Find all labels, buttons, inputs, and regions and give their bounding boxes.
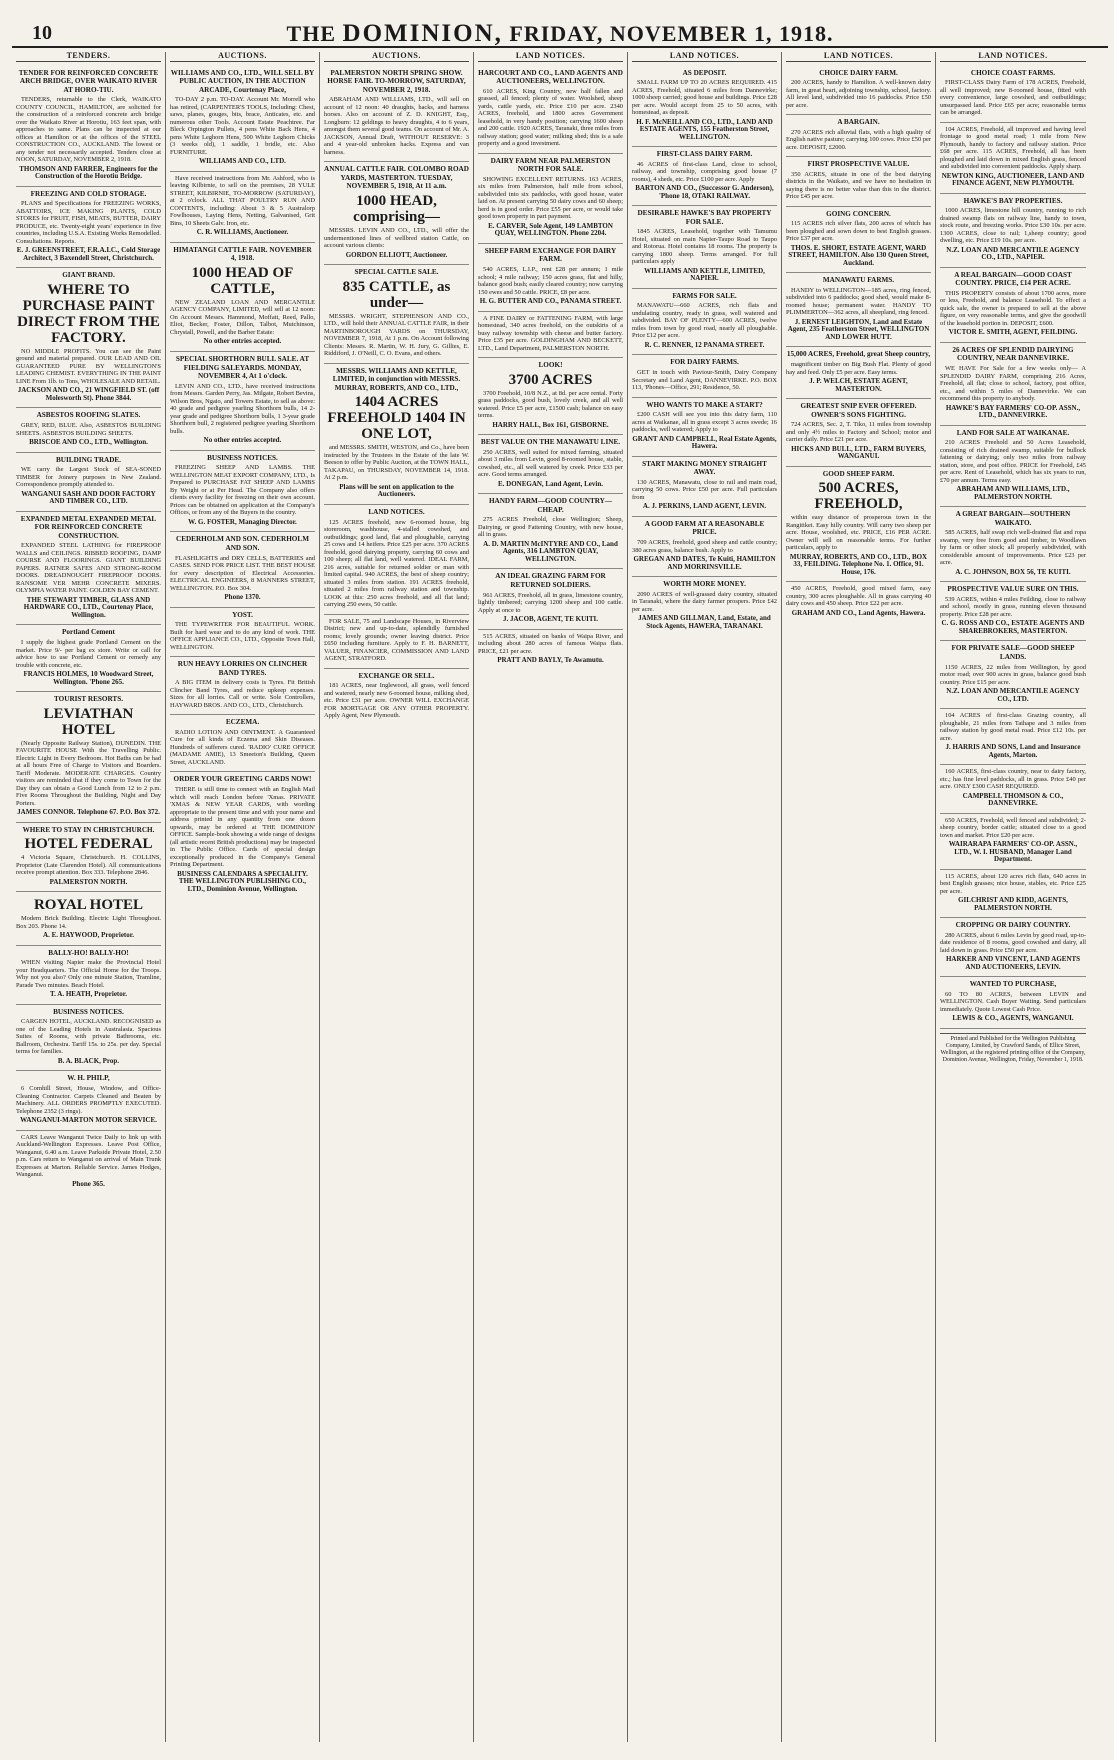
advertisement [632,289,777,356]
page-number-left: 10 [32,22,52,44]
ad-heading: HAWKE'S BAY PROPERTIES. [963,196,1063,205]
ad-body: 104 ACRES of first-class Grazing country, all ploughable, 21 miles from Taihape and 3 miles from railway station by good metal road. Price £12 10s. per acre. [940,712,1086,742]
ad-heading: A GOOD FARM AT A REASONABLE PRICE. [644,519,765,537]
ad-body: MESSRS. WRIGHT, STEPHENSON AND CO., LTD., will hold their ANNUAL CATTLE FAIR, in their MARTINBOROUGH YARDS on THURSDAY, NOVEMBER 7, 1918, At 1 p.m. On Account following Clients: Messrs. R. Martin, W. H. Jury, G. Gillies, E. Riddiford, J. O'Neill, C. O. Evans, and others. [324,312,469,358]
ad-signature: JAMES CONNOR. Telephone 67. P.O. Box 372. [17,808,160,817]
advertisement [16,1005,161,1072]
ad-heading: RUN HEAVY LORRIES ON CLINCHER BAND TYRES. [177,660,308,677]
ad-body: 539 ACRES, within 4 miles Feilding, close to railway and school, mostly in grass, running eleven thousand property. Price £28 per acre. [940,595,1086,618]
ad-heading: BALLY-HO! BALLY-HO! [48,948,129,957]
ad-signature: N.Z. LOAN AND MERCANTILE AGENCY CO., LTD., NAPIER. [946,245,1080,262]
ad-body: EXPANDED STEEL LATHING for FIREPROOF WALLS and CEILINGS. RIBBED ROOFING, DAMP COURSE AND FLOORINGS. GIANT BUILDING PAPERS. RATNER SAFES AND STRONG-ROOM DOORS. DREADNOUGHT FIREPROOF DOORS. RANSOME VER MEHR CONCRETE MIXERS. OLYMPIA WATER PAINT. GOLDEN BAY CEMENT. [16,542,161,595]
ad-body: 280 ACRES, about 6 miles Levin by good road, up-to-date residence of 8 rooms, good cowshed and dairy, all laid down in grass. Price £50 per acre. [940,931,1086,954]
ad-heading: PROSPECTIVE VALUE SURE ON THIS. [947,585,1079,594]
ad-signature: H. G. BUTTER AND CO., PANAMA STREET. [479,297,622,306]
ad-body: 104 ACRES, Freehold, all improved and having level frontage to good metal road; 1 mile from New Plymouth, handy to factory and railway station. Price £68 per acre. 115 ACRES, Freehold, all has been ploughed and laid down in mixed English grass, fenced and subdivided into convenient paddocks. Apply sharp. [940,125,1086,171]
advertisement [478,569,623,629]
ad-body: 3700 Freehold, 10/8 N.Z., at 8d. per acre rental. Forty grass paddocks, good bush, lovely creek, and all well watered. Price £5 per acre, £1500 cash; balance on easy terms. [478,389,623,420]
ad-heading: W. H. PHILP, [67,1074,110,1083]
ad-body: 181 ACRES, near Inglewood, all grass, well fenced and watered, nearly new 6-roomed house, milking shed, etc. Price £31 per acre. OWNER WILL EXCHANGE FOR MORTGAGE OR ANY OTHER PROPERTY. Apply Agent, New Plymouth. [324,682,469,720]
advertisement [940,814,1086,870]
advertisement [786,115,931,157]
ad-signature: N.Z. LOAN AND MERCANTILE AGENCY CO., LTD. [946,687,1080,703]
ad-signature: J. P. WELCH, ESTATE AGENT, MASTERTON. [809,377,908,393]
ad-heading: ORDER YOUR GREETING CARDS NOW! [173,775,312,784]
ad-signature: C. R. WILLIAMS, Auctioneer. [196,228,289,237]
advertisement [632,66,777,148]
ad-body: FREEZING SHEEP AND LAMBS. THE WELLINGTON MEAT EXPORT COMPANY, LTD., Is Prepared to PURCHASE FAT SHEEP AND LAMBS By Weight or at Per Head. The Company also offers clients every facility for freezing on their own account. Prices can be obtained on application at the Company's Offices, or from any of the Buyers in the country. [170,464,315,517]
advertisement [632,577,777,635]
ad-heading: GOOD SHEEP FARM. [822,469,895,478]
ad-body: 610 ACRES, King Country, new half fallen and grassed, all fenced; plenty of water. Woolshed, sheep yards, cattle yards, etc. Price £10 per acre. 2340 ACRES, freehold, and 1800 acres Government leasehold, in very handy position; carrying 1600 sheep and 200 cattle. 1920 ACRES, Taranaki, three miles from railway station; good water; milking shed; this is a safe property and a good investment. [478,87,623,148]
masthead [12,20,1108,48]
ad-signature: J. HARRIS AND SONS, Land and Insurance Agents, Marton. [945,743,1081,759]
ad-signature: A. J. PERKINS, LAND AGENT, LEVIN. [642,502,767,511]
ad-signature: HARRY HALL, Box 161, GISBORNE. [492,420,609,429]
ad-heading: TOURIST RESORTS. [54,695,123,704]
advertisement [786,207,931,274]
advertisement [16,892,161,946]
ad-signature: BRISCOE AND CO., LTD., Wellington. [29,438,148,447]
ad-body: PLANS and Specifications for FREEZING WORKS, ABATTOIRS, ICE MAKING PLANTS, COLD STORES for FRUIT, FISH, MEATS, BUTTER, DAIRY PRODUCE, etc. Twenty-eight years' experience in five countries, including U.S.A. Existing Works Remodelled. Consultations. Reports. [16,200,161,245]
ad-signature: E. DONEGAN, Land Agent, Levin. [497,479,604,488]
ad-heading: FARMS FOR SALE. [672,291,737,300]
column-tenders [12,52,166,1742]
columns [12,52,1108,1742]
ad-heading: GREATEST SNIP EVER OFFERED. OWNER'S SONS FIGHTING. [800,402,917,419]
ad-display-line: LEVIATHAN HOTEL [43,705,134,738]
advertisement [324,364,469,505]
ad-signature: CAMPBELL THOMSON & CO., DANNEVIRKE. [962,791,1064,808]
ad-signature: No other entries accepted. [203,436,282,445]
ad-heading: FREEZING AND COLD STORAGE. [30,189,147,198]
ad-body: 709 ACRES, freehold, good sheep and cattle country; 380 acres grass, balance bush. Apply to [632,539,777,554]
ad-signature: W. G. FOSTER, Managing Director. [188,517,297,526]
advertisement [632,147,777,206]
column-header: AUCTIONS. [170,52,315,62]
ad-body: 210 ACRES Freehold and 50 Acres Leasehold, consisting of rich drained swamp, suitable for bullock fattening or dairying; only two miles from railway station, store, and post office. PRICE for Freehold, £45 per acre. Rent of Leasehold, which has six years to run, £70 per annum. Terms easy. [940,439,1086,484]
ad-signature: GREGAN AND DATES, Te Kuiti, HAMILTON AND MORRINSVILLE. [633,555,776,571]
ad-signature: R. C. RENNER, 12 PANAMA STREET. [644,340,765,349]
ad-signature: E. CARVER, Sole Agent, 149 LAMBTON QUAY, WELLINGTON. Phone 2204. [488,221,613,238]
advertisement [478,154,623,244]
ad-heading: FIRST-CLASS DAIRY FARM. [656,150,753,159]
ad-body: Have received instructions from Mr. Ashford, who is leaving Kilbirnie, to sell on the premises, 28 YULE STREET, KILBIRNIE, TO-MORROW (SATURDAY), at 2 o'clock. ALL THAT POULTRY RUN AND CONTENTS, including: About 3 & 5 Australorp Fowlhouses, Laying Hens, Netting, Galvanised, Grit Bins, 10 Sheets Galv. Iron, etc. [170,174,315,227]
advertisement [940,641,1086,709]
ad-body: 160 ACRES, first-class country, near to dairy factory, etc.; has fine level paddocks, all in grass. Price £40 per acre. ONLY £300 CASH REQUIRED. [940,768,1086,791]
ad-heading: YOST. [232,610,253,619]
advertisement [170,657,315,715]
advertisement [170,451,315,533]
ad-display-line: 500 ACRES, FREEHOLD, [814,480,903,513]
column-header: LAND NOTICES. [786,52,931,62]
ad-heading: BUSINESS NOTICES. [207,453,278,462]
column-header: LAND NOTICES. [632,52,777,62]
ad-signature: PALMERSTON NORTH. [49,877,128,886]
ad-heading: BEST VALUE ON THE MANAWATU LINE. [480,438,621,447]
ad-body: THERE is still time to connect with an English Mail which will reach London before 'Xmas. PRIVATE 'XMAS & NEW YEAR CARDS, with wording appropriate to the present time and with your name and address printed in any quantity from one dozen upwards, may be ordered at 'THE DOMINION' OFFICE. Sample-book showing a wide range of designs (all artistic recent British productions) may be inspected in The Public Office. Cards of special design exceptionally produced in the Company's General Printing Department. [170,786,315,868]
column-land-notices-2 [628,52,782,1742]
column-auctions-1 [166,52,320,1742]
ad-heading: WHERE TO STAY IN CHRISTCHURCH. [22,825,155,834]
advertisement [16,512,161,626]
ad-heading: TENDER FOR REINFORCED CONCRETE ARCH BRIDGE, OVER WAIKATO RIVER AT HORO-TIU. [18,68,159,94]
advertisement [632,517,777,577]
ad-signature: JACKSON AND CO., 21 WINGFIELD ST. (off Molesworth St). Phone 3844. [17,386,160,402]
advertisement [16,268,161,408]
advertisement [786,347,931,399]
ad-display-line: 1404 ACRES FREEHOLD 1404 IN ONE LOT, [327,394,466,443]
ad-body: 125 ACRES freehold, new 6-roomed house, big storeroom, washhouse, 4-stalled cowshed, and outbuildings; good land, flat and ploughable, carrying 25 cows and 14 heifers. Price £25 per acre. 370 ACRES freehold, good dairying property, carrying 60 cows and 100 sheep; all flat land, well watered. IDEAL FARM, 216 acres, suitable for returned soldier or man with limited capital. 940 ACRES, the best of sheep country; situated 3 miles from station. 191 ACRES freehold, situated 2 miles from railway station and township. LOOK at this: 250 acres freehold, and all flat land; carrying 250 ewes, 50 cattle. [324,518,469,609]
advertisement [16,408,161,452]
advertisement [16,625,161,692]
advertisement [170,66,315,172]
ad-signature: HARKER AND VINCENT, LAND AGENTS AND AUCTIONEERS, LEVIN. [945,955,1081,971]
advertisement [170,772,315,898]
ad-signature: JAMES AND GILLMAN, Land, Estate, and Stock Agents, HAWERA, TARANAKI. [638,614,771,630]
ad-body: MANAWATU—660 ACRES, rich flats and undulating country, ready in grass, well watered and subdivided. BAY OF PLENTY—600 ACRES, twelve miles from town by good road, nearly all ploughable. Price £12 per acre. [632,302,777,340]
advertisement [940,870,1086,919]
advertisement [632,457,777,517]
ad-signature: A. E. HAYWOOD, Proprietor. [43,931,134,940]
paper-name: DOMINION, [342,20,503,47]
advertisement [478,358,623,435]
ad-heading: CHOICE DAIRY FARM. [819,68,898,77]
ad-heading: A BARGAIN. [837,118,880,127]
advertisement [940,918,1086,977]
ad-signature: THOMSON AND FARRER, Engineers for the Construction of the Horotiu Bridge. [19,164,158,181]
ad-body: NO MIDDLE PROFITS. You can see the Paint ground and material prepared. OUR LEAD AND OIL GUARANTEED PURE BY WELLINGTON'S LEADING CHEMIST. EVERYTHING IN THE PAINT LINE From 1lb. to Tons, WHOLESALE AND RETAIL. [16,347,161,385]
ad-signature: Phone 365. [72,1179,105,1188]
ad-body: 961 ACRES, Freehold, all in grass, limestone country, lightly timbered; carrying 1200 sheep and 100 cattle. Apply at once to [478,591,623,614]
ad-heading: EXCHANGE OR SELL. [358,671,435,680]
column-header: AUCTIONS. [324,52,469,62]
advertisement [478,66,623,154]
ad-body: A BIG ITEM in delivery costs is Tyres. Fit British Clincher Band Tyres, and reduce upkeep expenses. Sizes for all lorries. Call or write. Sole Controllers, HAYWARD BROS. AND CO., LTD., Christchurch. [170,679,315,709]
ad-heading: A REAL BARGAIN—GOOD COAST COUNTRY. PRICE, £14 PER ACRE. [954,270,1072,288]
advertisement [324,265,469,364]
advertisement [940,709,1086,765]
ad-signature: J. ERNEST LEIGHTON, Land and Estate Agent, 235 Featherston Street, WELLINGTON AND LOWER HUTT. [787,317,930,341]
ad-signature: A. C. JOHNSON, BOX 56, TE KUITI. [955,567,1071,576]
ad-heading: 15,000 ACRES, Freehold, great Sheep country, [786,350,931,359]
ad-body: 6 Cornhill Street, House, Window, and Office-Cleaning Contractor. Carpets Cleaned and Beaten by Machinery. ALL ORDERS PROMPTLY EXECUTED. Telephone 2352 (3 rings). [16,1085,161,1115]
ad-heading: FIRST PROSPECTIVE VALUE. [807,160,910,169]
ad-heading: HANDY FARM—GOOD COUNTRY—CHEAP. [488,497,613,514]
advertisement [324,162,469,265]
ad-heading: LAND FOR SALE AT WAIKANAE. [956,428,1070,437]
ad-heading: SPECIAL CATTLE SALE. [354,268,439,277]
ad-body: 115 ACRES rich silver flats, 200 acres of which has been ploughed and sown down to best English grasses. Price £37 per acre. [786,220,931,243]
column-land-notices-3 [782,52,936,1742]
title-pre: THE [286,21,337,46]
ad-body: NEW ZEALAND LOAN AND MERCANTILE AGENCY COMPANY, LIMITED, will sell at 12 noon: On Account Messrs. Hammond, Moffatt, Reed, Pallo, Eliot, Becker, Foster, Dillon, Talbot, Mutchinson, Chrystall, Powell, and the Barber Estate: [170,298,315,336]
advertisement [16,187,161,269]
advertisement [786,66,931,116]
ad-signature: No other entries accepted. [203,337,282,346]
ad-signature: WANGANUI SASH AND DOOR FACTORY AND TIMBER CO., LTD. [21,489,156,506]
ad-body: 4 Victoria Square, Christchurch. H. COLLINS, Proprietor (Late Clarendon Hotel). All communications receive prompt attention. Box 333. Telephone 2846. [16,854,161,877]
advertisement [940,123,1086,194]
ad-body: within easy distance of prosperous town in the Rangitikei. Easy hilly country. Will carry two sheep per acre. House, woolshed, etc. PRICE, £16 PER ACRE. Owner will sell on reasonable terms. For further particulars, apply to [786,514,931,552]
advertisement [16,66,161,187]
advertisement [786,399,931,467]
ad-body: TENDERS, returnable to the Clerk, WAIKATO COUNTY COUNCIL, HAMILTON, are solicited for the construction of a reinforced concrete arch bridge over the Waikato River at Horotiu, 163 feet span, with approaches to same. Plans can be inspected at our offices at Hamilton or at the offices of the STEEL CONSTRUCTION CO., AUCKLAND. The lowest or any tender not necessarily accepted. Tenders close at NOON, SATURDAY, NOVEMBER 2, 1918. [16,96,161,164]
ad-body: 2090 ACRES of well-grassed dairy country, situated in Taranaki, where the dairy farmer prospers. Price £42 per acre. [632,590,777,613]
ad-signature: C. G. ROSS AND CO., ESTATE AGENTS AND SHAREBROKERS, MASTERTON. [941,619,1085,635]
ad-body: THIS PROPERTY consists of about 1700 acres, more or less, Freehold, and balance Leasehold. To effect a quick sale, the owner is prepared to sell at the above figure, on very reasonable terms, and give the goodwill of the leasehold portion in. DEPOSIT, £600. [940,289,1086,327]
ad-body: £200 CASH will see you into this dairy farm, 110 acres at Waikanae, all in grass except 3 acres swede; 16 paddocks, well watered; Apply to [632,411,777,434]
advertisement [16,823,161,893]
ad-body: THE TYPEWRITER FOR BEAUTIFUL WORK. Built for hard wear and to do any kind of work. THE OFFICE APPLIANCE CO., LTD., Opposite Town Hall, WELLINGTON. [170,621,315,651]
ad-body: A FINE DAIRY or FATTENING FARM, with large homestead, 340 acres freehold, on the outskirts of a busy railway township with cheese and butter factory. Price £35 per acre. GOLDINGHAM AND BECKETT, LTD., Land Department, PALMERSTON NORTH. [478,314,623,352]
ad-heading: CEDERHOLM AND SON. CEDERHOLM AND SON. [176,535,309,552]
ad-signature: GRANT AND CAMPBELL, Real Estate Agents, Hawera. [632,434,777,451]
ad-signature: VICTOR E. SMITH, AGENT, FEILDING. [948,328,1078,337]
column-header: TENDERS. [16,52,161,62]
advertisement [16,692,161,823]
ad-signature: LEWIS & CO., AGENTS, WANGANUI. [952,1014,1074,1023]
column-header: LAND NOTICES. [478,52,623,62]
ad-body: LEVIN AND CO., LTD., have received instructions from Messrs. Garden Perry, Jas. Milgate, Robert Bevins, Wilson Bros, Ngaio, and Towers Estate, to sell as above: 40 grade and pedigree yearling Shorthorn bulls, 14 2-year grade and pedigree Shorthorn bulls, 1 3-year grade Shorthorn bull, 2 registered pedigree yearling Shorthorn bulls. [170,382,315,435]
ad-signature: WILLIAMS AND CO., LTD. [199,157,286,166]
advertisement [478,244,623,312]
advertisement [478,630,623,670]
ad-body: GET in touch with Paviour-Smith, Dairy Company Secretary and Land Agent, DANNEVIRKE. P.O. BOX 113, 'Phones—Office, 291; Residence, 50. [632,369,777,392]
advertisement [786,157,931,207]
ad-heading: ANNUAL CATTLE FAIR. COLOMBO ROAD YARDS, MASTERTON. TUESDAY, NOVEMBER 5, 1918, At 11 a.m. [324,165,469,191]
ad-body: TO-DAY 2 p.m. TO-DAY. Account Mr. Morrell who has retired, (CARPENTER'S TOOLS, Including: Chest, saws, planes, gouges, bits, brace, Anticates, etc. and numerous other Tools. Account Estate Peachtree. Far Bleck Orpington Pullets, 4 pens White Back Hens, 4 pens White Leghorn Hens, 500 White Leghorn Chicks (3 weeks old), 1 saddle, 1 bridle, etc. Also FURNITURE. [170,96,315,156]
ad-heading: START MAKING MONEY STRAIGHT AWAY. [642,459,767,477]
ad-signature: A. D. MARTIN McINTYRE AND CO., Land Agents, 316 LAMBTON QUAY, WELLINGTON. [483,539,618,563]
ad-body: (Nearly Opposite Railway Station), DUNEDIN. THE FAVOURITE HOUSE With the Travelling Public. Electric Light in Every Bedroom. Hot Baths can be had at all hours Free of Charge to Visitors and Boarders. Tariff Moderate. MODERATE CHARGES. Country visitors are reminded that if they come to Town for the Day they can obtain a Good Lunch from 12 to 2 p.m. Five Rooms Throughout the Building, Night and Day Porters. [16,739,161,807]
ad-heading: LAND NOTICES. [368,507,425,516]
ad-body: 1150 ACRES, 22 miles from Wellington, by good motor road; over 900 acres in grass, balance good bush country. Price £15 per acre. [940,663,1086,686]
publisher-imprint: Printed and Published for the Wellington Publishing Company, Limited, by Crawford Sands, of Ellice Street, Wellington, at the registered printing office of the Company, Dominion Avenue, Wellington, Friday, November 1, 1918. [940,1033,1086,1064]
ad-body: CARS Leave Wanganui Twice Daily to link up with Auckland-Wellington Expresses. Leave Post Office, Wanganui, 6.40 a.m. Leave Parkside Private Hotel, 2.50 p.m. Cars return to Wanganui on arrival of Main Trunk Expresses at Marton. Reliable Service. James Hodges, Wanganui. [16,1133,161,1178]
ad-body: SHOWING EXCELLENT RETURNS. 163 ACRES, six miles from Palmerston, half mile from school, subdivided into six paddocks, with good house, water laid on. At present carrying 50 dairy cows and 60 sheep; herd is in good order. Price £55 per acre, or would take good town property in part payment. [478,175,623,221]
ad-heading: 26 ACRES OF SPLENDID DAIRYING COUNTRY, NEAR DANNEVIRKE. [952,345,1074,363]
ad-heading: ASBESTOS ROOFING SLATES. [36,411,141,420]
advertisement [324,505,469,615]
ad-body: 350 ACRES, situate in one of the best dairying districts in the Waikato, and we have no hesitation in saying there is no better value than this in the district. Price £45 per acre. [786,170,931,201]
ad-signature: GORDON ELLIOTT, Auctioneer. [345,250,448,259]
ad-body: 115 ACRES, about 120 acres rich flats, 640 acres in best English grasses; nice house, stables, etc. Price £25 per acre. [940,872,1086,895]
ad-body: SMALL FARM UP TO 20 ACRES REQUIRED. 415 ACRES, Freehold, situated 6 miles from Dannevirke; 1000 sheep carried; good house and buildings. Price £28 per acre. Would accept from 25 to 50 acres, with homestead, as deposit. [632,79,777,117]
advertisement [16,1131,161,1194]
advertisement [632,206,777,289]
advertisement [786,273,931,347]
ad-body: 540 ACRES, L.I.P., rent £28 per annum; 1 mile school; 4 mile railway; 150 acres grass, flat and hilly, balance good bush; easily cleared country; now carrying 150 ewes and 50 cattle. PRICE, £8 per acre. [478,266,623,296]
ad-heading: HARCOURT AND CO., LAND AGENTS AND AUCTIONEERS, WELLINGTON. [478,68,623,86]
advertisement [478,435,623,494]
advertisement [940,582,1086,641]
ad-signature: Phone 1370. [224,593,261,602]
ad-signature: E. J. GREENSTREET, F.R.A.I.C., Cold Storage Architect, 3 Baxendell Street, Christchurch. [16,246,161,262]
ad-signature: PRATT AND BAYLY, Te Awamutu. [497,656,604,665]
ad-body: CARGEN HOTEL, AUCKLAND. RECOGNISED as one of the Leading Hotels in Australasia. Spacious Suites of Rooms, with private Bathrooms, etc. Ballroom, Orchestra. Tariff 15s. to 25s. per day. Special terms for families. [16,1018,161,1056]
ad-heading: EXPANDED METAL EXPANDED METAL FOR REINFORCED CONCRETE CONSTRUCTION. [20,514,157,540]
ad-body: RADIO LOTION AND OINTMENT. A Guaranteed Cure for all kinds of Eczema and Skin Diseases. Hundreds of sufferers cured. 'RADIO' CURE OFFICE (MADAME AMIE), 13 Smeeton's Building, Queen Street, AUCKLAND. [170,728,315,766]
ad-display-line: 1000 HEAD OF CATTLE, [191,264,294,297]
ad-heading: A GREAT BARGAIN—SOUTHERN WAIKATO. [955,510,1071,527]
ad-signature: THE STEWART TIMBER, GLASS AND HARDWARE CO., LTD., Courtenay Place, Wellington. [23,595,154,619]
ad-body: 1000 ACRES, limestone hill country, running to rich drained swamp flats on railway line, handy to town, stock route, and freezing works. Price £30 10s. per acre. 1300 ACRES, close to rail; 1,sheep country; good dwelling, etc. Price £19 10s. per acre. [940,207,1086,245]
ad-heading: FOR DAIRY FARMS. [670,358,739,367]
advertisement [786,582,931,622]
ad-heading: DESIRABLE HAWKE'S BAY PROPERTY FOR SALE. [637,209,772,226]
ad-heading: GIANT BRAND. [62,271,115,280]
ad-signature: HAWKE'S BAY FARMERS' CO-OP. ASSN., LTD., DANNEVIRKE. [945,403,1081,420]
ad-body: 724 ACRES, Sec. 2, T. Tiko, 11 miles from township and only 4½ miles to Factory and School; motor and carrier daily. Price £21 per acre. [786,421,931,444]
advertisement [170,532,315,607]
ad-body: 130 ACRES, Manawatu, close to rail and main road, carrying 50 cows. Price £50 per acre. Full particulars from [632,478,777,501]
ad-body: 200 ACRES, handy to Hamilton. A well-known dairy farm, in great heart, adjoining township, school, factory. All level land, subdivided into 16 paddocks. Price £50 per acre. [786,79,931,109]
ad-display-line: 1000 HEAD, comprising— [353,193,440,226]
ad-heading: AN IDEAL GRAZING FARM FOR RETURNED SOLDIERS. [495,572,606,590]
ad-body: 450 ACRES, Freehold, good mixed farm, easy country, 300 acres ploughable. All in grass carrying 40 dairy cows and 450 sheep. Price £22 per acre. [786,585,931,608]
ad-display-line: 3700 ACRES [508,371,593,388]
column-land-notices-4 [936,52,1090,1742]
ad-heading: LOOK! [538,361,563,370]
ad-body: 46 ACRES of first-class Land, close to school, railway, and township, comprising good house (7 rooms), 4 sheds, etc. Price £100 per acre. Apply [632,160,777,183]
ad-heading: CROPPING OR DAIRY COUNTRY. [955,921,1071,930]
advertisement [632,355,777,397]
ad-body: WE HAVE For Sale for a few weeks only— A SPLENDID DAIRY FARM, comprising 216 Acres, Freehold, all flat; close to school, factory, post office, etc., and within 5 miles of Dannevirke. We can recommend this property to anybody. [940,365,1086,403]
advertisement [632,398,777,457]
ad-heading: WHO WANTS TO MAKE A START? [646,400,763,409]
ad-heading: MANAWATU FARMS. [822,276,895,285]
ad-signature: T. A. HEATH, Proprietor. [50,990,127,999]
ad-body: 275 ACRES Freehold, close Wellington; Sheep, Dairying, or good Fattening Country, with new house, all in grass. [478,516,623,539]
advertisement [324,66,469,163]
ad-heading: CHOICE COAST FARMS. [970,68,1056,77]
ad-heading: BUILDING TRADE. [56,455,121,464]
ad-heading: ECZEMA. [225,718,260,727]
advertisement [940,507,1086,582]
advertisement [170,243,315,352]
ad-body: 650 ACRES, Freehold, well fenced and subdivided; 2-sheep country, border cattle; situated close to a good town and market. Price £20 per acre. [940,816,1086,839]
ad-body: FIRST-CLASS Dairy Farm of 178 ACRES, Freehold, all well improved; new 8-roomed house, fitted with every convenience, large cowshed, and outbuildings; unsurpassed land. Price £65 per acre; reasonable terms can be arranged. [940,79,1086,117]
ad-heading: FOR PRIVATE SALE—GOOD SHEEP LANDS. [951,644,1075,662]
ad-signature: GILCHRIST AND KIDD, AGENTS, PALMERSTON NORTH. [958,896,1068,912]
ad-heading: SHEEP FARM EXCHANGE FOR DAIRY FARM. [484,246,617,264]
ad-signature: B. A. BLACK, Prop. [57,1056,120,1065]
advertisement [324,669,469,725]
ad-body: MESSRS. LEVIN AND CO., LTD., will offer the undermentioned lines of wellbred station Cattle, on account various clients: [324,227,469,250]
column-header: LAND NOTICES. [940,52,1086,62]
ad-heading: SPECIAL SHORTHORN BULL SALE. AT FIELDING SALEYARDS. MONDAY, NOVEMBER 4, At 1 o'clock. [175,354,310,381]
ad-heading: WILLIAMS AND CO., LTD., WILL SELL BY PUBLIC AUCTION, IN THE AUCTION ARCADE, Courtenay Place, [170,68,315,94]
column-auctions-2 [320,52,474,1742]
ad-body: 1845 ACRES, Leasehold, together with Tamumu Hotel, situated on main Napier-Taupo Road to Taupo and Rotorua. Hotel contains 18 rooms. The property is carrying 1800 sheep. Terms arranged. For full particulars apply [632,228,777,266]
advertisement [324,615,469,669]
column-land-notices-1 [474,52,628,1742]
ad-body: magnificent timber on Big Bush Flat. Plenty of good hay and feed. Only £5 per acre. Easy terms. [786,361,931,376]
ad-heading: AS DEPOSIT. [682,68,727,77]
ad-body: 515 ACRES, situated on banks of Waipa River, and including about 280 acres of famous Waipa flats. PRICE, £21 per acre. [478,632,623,655]
ad-body: 585 ACRES, half swap rich well-drained flat and ropa swamp, very free from good and timber, in Woodlawn by farm or other stock; all properly subdivided, with considerable amount of improvements. Price £23 per acre. [940,529,1086,567]
ad-signature: GRAHAM AND CO., Land Agents, Hawera. [791,608,926,617]
ad-signature: J. JACOB, AGENT, TE KUITI. [502,615,599,624]
advertisement [170,352,315,451]
ad-signature: FRANCIS HOLMES, 10 Woodward Street, Wellington. 'Phone 265. [23,670,154,686]
ad-signature: BUSINESS CALENDARS A SPECIALITY. THE WELLINGTON PUBLISHING CO., LTD., Dominion Avenue, Wellington. [177,869,308,893]
ad-heading: Portland Cement [62,628,115,637]
ad-heading: WANTED TO PURCHASE, [969,980,1057,989]
advertisement [16,453,161,512]
ad-display-line: ROYAL HOTEL [33,897,144,914]
ad-signature: ABRAHAM AND WILLIAMS, LTD., PALMERSTON NORTH. [956,485,1070,501]
ad-heading: WORTH MORE MONEY. [663,580,746,589]
ad-signature: NEWTON KING, AUCTIONEER, LAND AND FINANCE AGENT, NEW PLYMOUTH. [941,171,1085,188]
advertisement [940,268,1086,343]
ad-body: 270 ACRES rich alluvial flats, with a high quality of English native pasture; carrying 100 cows. Price £50 per acre. DEPOSIT, £2000. [786,128,931,151]
ad-signature: H. F. McNEILL AND CO., LTD., LAND AND ESTATE AGENTS, 155 Featherston Street, WELLINGTON. [636,117,773,141]
ad-display-line: WHERE TO PURCHASE PAINT DIRECT FROM THE FACTORY. [17,281,160,346]
ad-body: Modern Brick Building. Electric Light Throughout. Box 203. Phone 14. [16,915,161,930]
ad-body: 60 TO 80 ACRES, between LEVIN and WELLINGTON. Cash Buyer Waiting. Send particulars immediately. Quote Lowest Cash Price. [940,990,1086,1013]
ad-body: FOR SALE, 75 and Landscape Houses, in Riverview District; new and up-to-date, splendidly furnished rooms; lovely grounds; owner leaving district. Price £650 including furniture. Apply to F. H. BARNETT, VALUER, FINANCIER, COMMISSION AND LAND AGENT, STRATFORD. [324,617,469,663]
advertisement [940,66,1086,123]
advertisement [16,1071,161,1130]
ad-body: 250 ACRES, well suited for mixed farming, situated about 3 miles from Levin, good 8-roomed house, stable, cowshed, etc., all well watered by creek. Price £33 per acre. Good terms arranged. [478,448,623,479]
ad-heading: BUSINESS NOTICES. [53,1007,124,1016]
ad-heading: GOING CONCERN. [826,209,891,218]
ad-signature: WAIRARAPA FARMERS' CO-OP. ASSN., LTD., W. I. HUSBAND, Manager Land Department. [948,840,1078,864]
ad-signature: BARTON AND CO., (Successor G. Anderson), 'Phone 18, OTAKI RAILWAY. [635,184,774,200]
ad-body: WE carry the Largest Stock of SEA-SONED TIMBER for Joinery purposes in New Zealand. Correspondence promptly attended to. [16,466,161,489]
masthead-title [12,20,1108,48]
advertisement [170,172,315,243]
ad-body: and MESSRS. SMITH, WESTON, and Co., have been instructed by the Trustees in the Estate of the late W. Beeson to offer by Public Auction, at the TOWN HALL, TAKAPAU, on THURSDAY, NOVEMBER 14, 1918. At 2 p.m. [324,444,470,482]
ad-signature: WILLIAMS AND KETTLE, LIMITED, NAPIER. [644,266,765,283]
ad-signature: Plans will be sent on application to the Auctioneers. [339,482,454,499]
ad-heading: DAIRY FARM NEAR PALMERSTON NORTH FOR SALE. [490,156,611,174]
ad-heading: MESSRS. WILLIAMS AND KETTLE, LIMITED, in conjunction with MESSRS. MURRAY, ROBERTS, AND CO., LTD., [332,366,461,392]
advertisement [940,194,1086,268]
advertisement [940,426,1086,508]
ad-body: I supply the highest grade Portland Cement on the market. Price 9/- per bag ex store. Write or call for advice how to use Portland Cement or remedy any trouble with concrete, etc. [16,639,161,669]
ad-display-line: HOTEL FEDERAL [24,836,153,853]
ad-body: ABRAHAM AND WILLIAMS, LTD., will sell on account of 12 noon: 40 draughts, hacks, and harness horses. Also on account of Z. D. KNIGHT, Esq., Longburn: 12 geldings to heavy draughts, 4 to 6 years, amongst them several good teams. On account of Mr. A. JACKSON, Annual Draft, WITHOUT RESERVE: 3 and 4 year-old unbroken hacks. Express and van harness. [324,96,469,156]
ad-heading: PALMERSTON NORTH SPRING SHOW. HORSE FAIR. TO-MORROW, SATURDAY, NOVEMBER 2, 1918. [327,68,466,94]
advertisement [16,946,161,1005]
advertisement [170,608,315,658]
ad-body: FLASHLIGHTS and DRY CELLS, BATTERIES and CASES. SEND FOR PRICE LIST. THE BEST HOUSE for every description of Electrical Accessories. ELECTRICAL ENGINEERS, 8 MANNERS STREET, WELLINGTON. P.O. Box 304. [170,554,315,592]
advertisement [940,977,1086,1029]
advertisement [940,343,1086,426]
ad-signature: HICKS AND BULL, LTD., FARM BUYERS, WANGANUI. [791,444,926,461]
ad-heading: HIMATANGI CATTLE FAIR. NOVEMBER 4, 1918. [173,245,312,263]
ad-body: WHEN visiting Napier make the Provincial Hotel your Headquarters. The Official Home for the Troops. Why not you also? Only one minute Station, Tramline, Parade Two minutes. Beach Hotel. [16,959,161,989]
ad-signature: MURRAY, ROBERTS, AND CO., LTD., BOX 33, FEILDING. Telephone No. 1. Office, 91. House, 176. [789,552,928,576]
advertisement [940,765,1086,814]
advertisement [786,467,931,583]
ad-signature: THOS. E. SHORT, ESTATE AGENT, WARD STREET, HAMILTON. Also 130 Queen Street, Auckland. [788,243,929,267]
advertisement [478,312,623,359]
advertisement [170,715,315,772]
ad-body: GREY, RED, BLUE. Also, ASBESTOS BUILDING SHEETS. ASBESTOS BUILDING SHEETS. [16,422,161,437]
advertisement [478,494,623,569]
ad-signature: WANGANUI-MARTON MOTOR SERVICE. [20,1116,157,1124]
ad-display-line: 835 CATTLE, as under— [342,278,451,311]
ad-body: HANDY to WELLINGTON—185 acres, ring fenced, subdivided into 6 paddocks; good shed, would make 8-roomed house; permanent water. HANDY TO PLIMMERTON—362 acres, all sheepland, ring fenced. [786,286,931,317]
title-date: FRIDAY, NOVEMBER 1, 1918. [509,21,834,46]
